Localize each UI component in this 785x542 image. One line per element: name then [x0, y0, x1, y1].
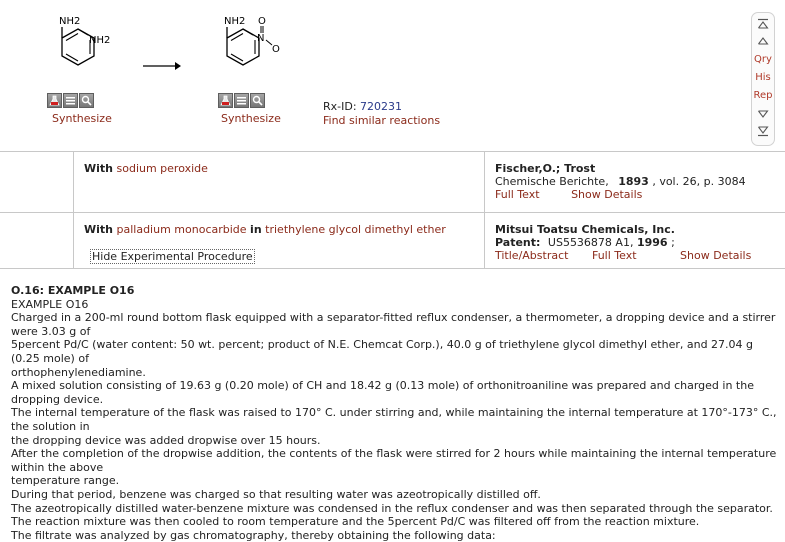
title-abstract-link[interactable]: Title/Abstract	[495, 249, 569, 262]
procedure-line: Charged in a 200-ml round bottom flask equipped with a separator-fitted reflux condenser, a thermometer, a dropping device and a stirrer were 3.03 g of	[11, 311, 776, 338]
last-page-icon[interactable]	[756, 124, 770, 138]
list-icon[interactable]	[63, 93, 78, 108]
flask-icon[interactable]	[47, 93, 62, 108]
reactant-structure[interactable]	[40, 10, 120, 80]
reagent-link[interactable]: sodium peroxide	[116, 162, 208, 175]
procedure-line: A mixed solution consisting of 19.63 g (0.20 mole) of CH and 18.42 g (0.13 mole) of orthonitroaniline was prepared and charged in the dropping device.	[11, 379, 754, 406]
reactant-toolbar	[47, 93, 94, 108]
product-toolbar	[218, 93, 265, 108]
patent-number: US5536878 A1,	[547, 236, 634, 249]
in-label: in	[250, 223, 262, 236]
product-structure[interactable]	[205, 10, 295, 80]
with-label: With	[84, 162, 113, 175]
sidebar-item-query[interactable]: Qry	[754, 54, 772, 65]
procedure-line: The internal temperature of the flask was raised to 170° C. under stirring and, while maintaining the internal temperature at 170°-173° C., the solution in	[11, 406, 777, 433]
previous-page-icon[interactable]	[756, 34, 770, 48]
procedure-line: 5percent Pd/C (water content: 50 wt. percent; product of N.E. Chemcat Corp.), 40.0 g of triethylene glycol dimethyl ether, and 27.04 g (0.25 mole) of	[11, 338, 754, 365]
reaction-scheme-panel	[0, 0, 785, 152]
reaction-condition-row	[0, 213, 785, 269]
show-details-link[interactable]: Show Details	[680, 249, 752, 262]
sidebar-item-history[interactable]: His	[755, 72, 771, 83]
column-divider	[73, 213, 74, 268]
product-oxygen-label-2: O	[272, 44, 280, 55]
column-divider	[484, 213, 485, 268]
reaction-arrow	[142, 59, 182, 76]
find-similar-reactions-link[interactable]: Find similar reactions	[323, 114, 441, 127]
column-divider	[73, 152, 74, 212]
first-page-icon[interactable]	[756, 17, 770, 31]
product-oxygen-label-1: O	[258, 16, 266, 27]
reactant-synthesize-link[interactable]: Synthesize	[52, 112, 112, 125]
reference-year: 1893	[618, 175, 649, 188]
patent-end: ;	[671, 236, 675, 249]
rx-id-block	[323, 100, 440, 128]
procedure-line: During that period, benzene was charged so that resulting water was azeotropically distilled off.	[11, 487, 541, 501]
condition-text	[84, 162, 208, 175]
product-nitrogen-label: N	[257, 33, 265, 44]
patent-label: Patent:	[495, 236, 541, 249]
procedure-line: The reaction mixture was then cooled to room temperature and the 5percent Pd/C was filtered off from the reaction mixture.	[11, 515, 700, 529]
patent-year: 1996	[636, 236, 668, 249]
column-divider	[484, 152, 485, 212]
procedure-line: The filtrate was analyzed by gas chromatography, thereby obtaining the following data:	[11, 528, 496, 542]
show-details-link[interactable]: Show Details	[571, 188, 643, 201]
procedure-line: the dropping device was added dropwise over 15 hours.	[11, 433, 321, 447]
procedure-line: After the completion of the dropwise addition, the contents of the flask were stirred for 2 hours while maintaining the internal temperature within the above	[11, 447, 777, 474]
full-text-link[interactable]: Full Text	[495, 188, 540, 201]
reference-block	[495, 162, 746, 201]
experimental-procedure	[11, 284, 781, 542]
product-synthesize-link[interactable]: Synthesize	[221, 112, 281, 125]
hide-experimental-procedure-button[interactable]: Hide Experimental Procedure	[92, 250, 253, 263]
magnifier-icon[interactable]	[250, 93, 265, 108]
procedure-line: The azeotropically distilled water-benzene mixture was condensed in the reflux condenser and was then separated through the separator.	[11, 501, 773, 515]
reference-block	[495, 223, 751, 262]
sidebar-item-report[interactable]: Rep	[753, 90, 773, 101]
reference-journal: Chemische Berichte,	[495, 175, 609, 188]
next-page-icon[interactable]	[756, 107, 770, 121]
navigation-sidebar	[751, 12, 775, 146]
reference-assignee: Mitsui Toatsu Chemicals, Inc.	[495, 223, 675, 236]
procedure-title: O.16: EXAMPLE O16	[11, 284, 135, 297]
with-label: With	[84, 223, 113, 236]
magnifier-icon[interactable]	[79, 93, 94, 108]
list-icon[interactable]	[234, 93, 249, 108]
procedure-line: temperature range.	[11, 474, 120, 488]
reference-volume: , vol. 26, p. 3084	[652, 175, 746, 188]
reference-author: Fischer,O.; Trost	[495, 162, 596, 175]
flask-icon[interactable]	[218, 93, 233, 108]
reactant-amine-label-2: NH2	[89, 35, 111, 46]
reagent-link[interactable]: palladium monocarbide	[116, 223, 247, 236]
solvent-link[interactable]: triethylene glycol dimethyl ether	[265, 223, 446, 236]
procedure-line: orthophenylenediamine.	[11, 365, 146, 379]
reaction-condition-row	[0, 152, 785, 213]
reactant-amine-label-1: NH2	[59, 16, 81, 27]
condition-text	[84, 223, 446, 236]
procedure-line: EXAMPLE O16	[11, 297, 89, 311]
full-text-link[interactable]: Full Text	[591, 249, 637, 262]
product-amine-label: NH2	[224, 16, 246, 27]
rx-id-label: Rx-ID:	[323, 100, 357, 113]
rx-id-value[interactable]: 720231	[360, 100, 403, 113]
